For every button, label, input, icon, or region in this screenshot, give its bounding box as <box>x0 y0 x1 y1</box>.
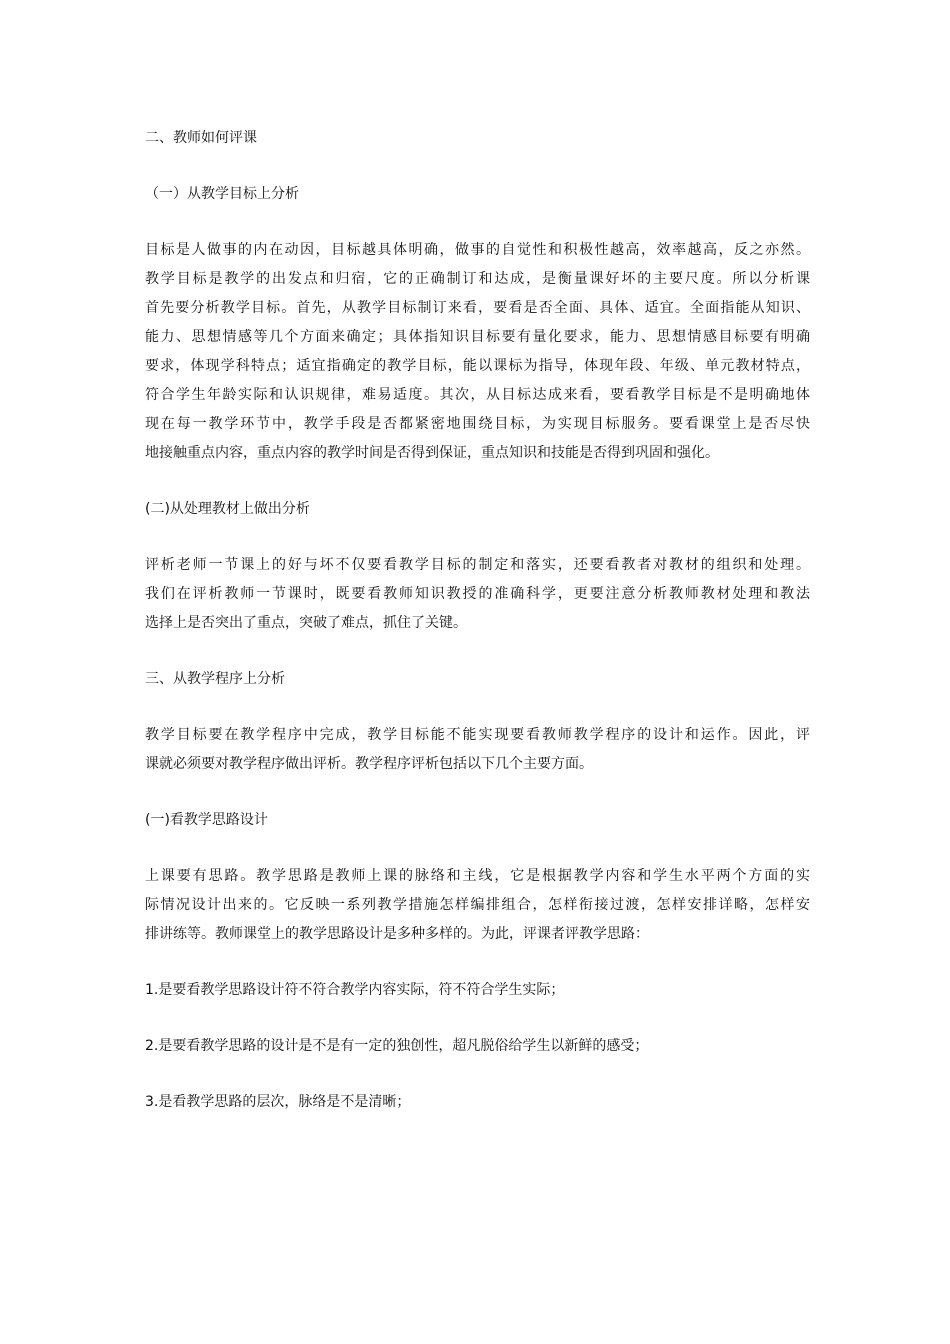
paragraph-teaching-procedure <box>145 721 810 779</box>
spacer <box>145 524 810 551</box>
paragraph-line: 要求，体现学科特点；适宜指确定的教学目标，能以课标为指导，体现年段、年级、单元教材特点， <box>145 358 810 374</box>
paragraph-teaching-goals <box>145 236 810 468</box>
paragraph-textbook <box>145 551 810 638</box>
paragraph-line: 我们在评析教师一节课时，既要看教师知识教授的准确科学，更要注意分析教师教材处理和教法 <box>145 586 810 602</box>
paragraph-line: 课就必须要对教学程序做出评析。教学程序评析包括以下几个主要方面。 <box>145 756 593 772</box>
paragraph-line: 际情况设计出来的。它反映一系列教学措施怎样编排组合，怎样衔接过渡，怎样安排详略，怎样安 <box>145 897 810 913</box>
spacer <box>145 638 810 665</box>
list-item: 2.是要看教学思路的设计是不是有一定的独创性，超凡脱俗给学生以新鲜的感受； <box>145 1038 649 1054</box>
spacer <box>145 949 810 976</box>
paragraph-line: 上课要有思路。教学思路是教师上课的脉络和主线，它是根据教学内容和学生水平两个方面的实 <box>145 868 810 884</box>
paragraph-line: 符合学生年龄实际和认识规律，难易适度。其次，从目标达成来看，要看教学目标是不是明确地体 <box>145 387 810 403</box>
paragraph-line: 现在每一教学环节中，教学手段是否都紧密地围绕目标，为实现目标服务。要看课堂上是否尽快 <box>145 416 810 432</box>
list-item: 3.是看教学思路的层次，脉络是不是清晰； <box>145 1094 411 1110</box>
spacer <box>145 209 810 236</box>
spacer <box>145 153 810 180</box>
spacer <box>145 779 810 806</box>
paragraph-line: 目标是人做事的内在动因，目标越具体明确，做事的自觉性和积极性越高，效率越高，反之亦然。 <box>145 242 810 258</box>
list-item: 1.是要看教学思路设计符不符合教学内容实际，符不符合学生实际； <box>145 982 565 998</box>
document-body <box>145 124 810 1117</box>
paragraph-line: 教学目标是教学的出发点和归宿，它的正确制订和达成，是衡量课好坏的主要尺度。所以分析课 <box>145 271 810 287</box>
spacer <box>145 1061 810 1088</box>
subsection-heading-textbook: (二)从处理教材上做出分析 <box>145 501 310 517</box>
section-heading-two: 二、教师如何评课 <box>145 130 257 146</box>
paragraph-line: 地接触重点内容，重点内容的教学时间是否得到保证，重点知识和技能是否得到巩固和强化。 <box>145 445 719 461</box>
subsection-heading-teaching-goals: （一）从教学目标上分析 <box>145 186 299 202</box>
paragraph-line: 能力、思想情感等几个方面来确定；具体指知识目标要有量化要求，能力、思想情感目标要有明确 <box>145 329 810 345</box>
paragraph-line: 评析老师一节课上的好与坏不仅要看教学目标的制定和落实，还要看教者对教材的组织和处理。 <box>145 557 810 573</box>
spacer <box>145 468 810 495</box>
paragraph-line: 教学目标要在教学程序中完成，教学目标能不能实现要看教师教学程序的设计和运作。因此，评 <box>145 727 810 743</box>
spacer <box>145 835 810 862</box>
paragraph-teaching-approach <box>145 862 810 949</box>
paragraph-line: 排讲练等。教师课堂上的教学思路设计是多种多样的。为此，评课者评教学思路： <box>145 926 649 942</box>
paragraph-line: 选择上是否突出了重点，突破了难点，抓住了关键。 <box>145 615 467 631</box>
spacer <box>145 1005 810 1032</box>
section-heading-three: 三、从教学程序上分析 <box>145 671 285 687</box>
subsection-heading-teaching-approach: (一)看教学思路设计 <box>145 812 268 828</box>
spacer <box>145 694 810 721</box>
paragraph-line: 首先要分析教学目标。首先，从教学目标制订来看，要看是否全面、具体、适宜。全面指能从知识、 <box>145 300 810 316</box>
